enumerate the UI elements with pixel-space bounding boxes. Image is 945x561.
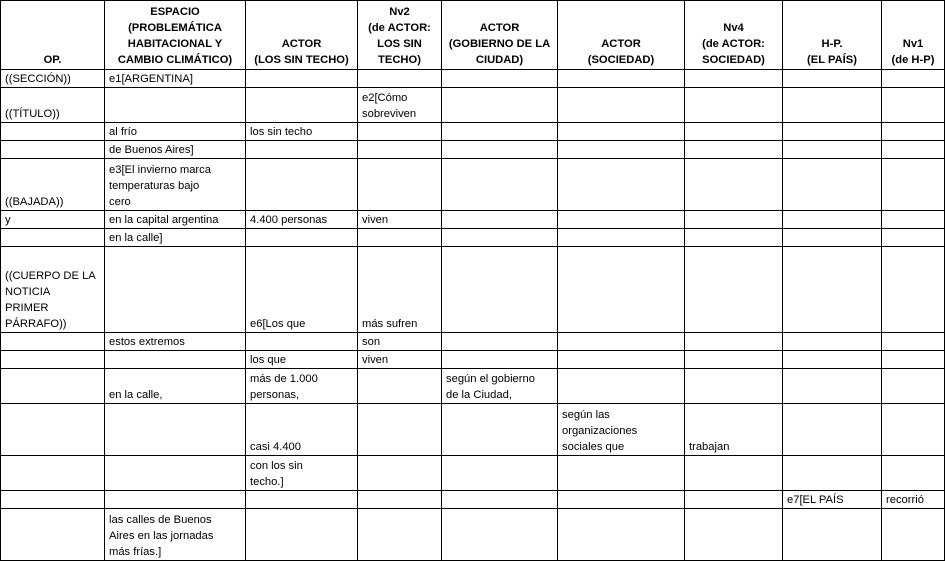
table-cell xyxy=(558,141,685,159)
table-cell xyxy=(442,491,558,509)
table-cell xyxy=(358,404,442,456)
table-row xyxy=(1,211,945,229)
table-cell xyxy=(783,351,882,369)
table-cell xyxy=(783,88,882,123)
table-cell: según el gobierno de la Ciudad, xyxy=(442,369,558,404)
table-cell xyxy=(442,88,558,123)
table-cell xyxy=(783,141,882,159)
table-cell: son xyxy=(358,333,442,351)
table-cell xyxy=(442,333,558,351)
table-cell xyxy=(358,491,442,509)
table-cell xyxy=(1,509,105,561)
table-cell: ((CUERPO DE LA NOTICIA PRIMER PÁRRAFO)) xyxy=(1,247,105,333)
table-cell xyxy=(358,70,442,88)
table-cell xyxy=(882,247,945,333)
table-row xyxy=(1,351,945,369)
table-cell: e1[ARGENTINA] xyxy=(105,70,246,88)
table-cell xyxy=(246,70,358,88)
table-cell xyxy=(358,456,442,491)
table-cell: ((SECCIÓN)) xyxy=(1,70,105,88)
header-actor-sociedad: ACTOR (SOCIEDAD) xyxy=(558,1,685,70)
table-cell xyxy=(685,491,783,509)
table-cell xyxy=(882,509,945,561)
header-hp: H-P. (EL PAÍS) xyxy=(783,1,882,70)
table-cell: según las organizaciones sociales que xyxy=(558,404,685,456)
table-cell xyxy=(783,369,882,404)
table-cell xyxy=(246,159,358,211)
table-cell xyxy=(246,491,358,509)
table-cell xyxy=(685,247,783,333)
table-cell xyxy=(442,141,558,159)
table-cell: estos extremos xyxy=(105,333,246,351)
table-body xyxy=(1,70,945,561)
table-cell xyxy=(246,509,358,561)
table-cell: de Buenos Aires] xyxy=(105,141,246,159)
table-cell xyxy=(442,159,558,211)
table-cell xyxy=(558,211,685,229)
table-cell: con los sin techo.] xyxy=(246,456,358,491)
table-cell: 4.400 personas xyxy=(246,211,358,229)
table-cell xyxy=(1,491,105,509)
header-op: OP. xyxy=(1,1,105,70)
table-cell xyxy=(105,491,246,509)
table-cell xyxy=(246,88,358,123)
table-cell xyxy=(882,159,945,211)
table-cell xyxy=(558,88,685,123)
table-cell: recorrió xyxy=(882,491,945,509)
table-cell: trabajan xyxy=(685,404,783,456)
table-cell xyxy=(358,123,442,141)
table-cell: e2[Cómo sobreviven xyxy=(358,88,442,123)
table-cell xyxy=(105,88,246,123)
table-cell: casi 4.400 xyxy=(246,404,358,456)
table-cell xyxy=(1,123,105,141)
table-cell xyxy=(358,369,442,404)
table-cell xyxy=(882,229,945,247)
table-cell xyxy=(783,159,882,211)
table-row xyxy=(1,88,945,123)
table-cell xyxy=(783,229,882,247)
table-cell xyxy=(783,247,882,333)
table-cell xyxy=(882,369,945,404)
table-row xyxy=(1,404,945,456)
table-row xyxy=(1,247,945,333)
table-cell xyxy=(558,351,685,369)
table-cell xyxy=(783,456,882,491)
table-cell xyxy=(442,509,558,561)
table-cell xyxy=(1,456,105,491)
table-cell xyxy=(442,404,558,456)
table-cell: en la calle] xyxy=(105,229,246,247)
table-cell xyxy=(685,351,783,369)
table-cell xyxy=(1,404,105,456)
table-cell xyxy=(1,141,105,159)
table-cell xyxy=(882,351,945,369)
table-row xyxy=(1,229,945,247)
table-row xyxy=(1,491,945,509)
table-cell xyxy=(882,333,945,351)
table-cell xyxy=(442,456,558,491)
table-cell xyxy=(685,456,783,491)
table-cell xyxy=(105,404,246,456)
table-cell: más de 1.000 personas, xyxy=(246,369,358,404)
table-cell xyxy=(558,123,685,141)
table-row xyxy=(1,333,945,351)
table-cell xyxy=(882,456,945,491)
table-cell: ((BAJADA)) xyxy=(1,159,105,211)
table-cell xyxy=(558,70,685,88)
table-cell xyxy=(558,229,685,247)
table-cell: más sufren xyxy=(358,247,442,333)
table-cell xyxy=(882,404,945,456)
table-cell xyxy=(442,70,558,88)
table-cell: en la capital argentina xyxy=(105,211,246,229)
table-cell xyxy=(358,159,442,211)
table-cell xyxy=(783,333,882,351)
table-cell: e6[Los que xyxy=(246,247,358,333)
table-row xyxy=(1,456,945,491)
table-row xyxy=(1,369,945,404)
table-cell xyxy=(783,70,882,88)
table-cell xyxy=(882,141,945,159)
table-cell xyxy=(685,229,783,247)
table-row xyxy=(1,123,945,141)
table-cell xyxy=(442,123,558,141)
table-cell xyxy=(442,247,558,333)
table-cell: los sin techo xyxy=(246,123,358,141)
table-cell: las calles de Buenos Aires en las jornadas más frías.] xyxy=(105,509,246,561)
table-cell xyxy=(685,369,783,404)
table-cell: e7[EL PAÍS xyxy=(783,491,882,509)
header-nv1: Nv1 (de H-P) xyxy=(882,1,945,70)
table-cell xyxy=(105,351,246,369)
table-cell xyxy=(558,247,685,333)
table-row xyxy=(1,159,945,211)
table-cell xyxy=(246,141,358,159)
header-espacio: ESPACIO (PROBLEMÁTICA HABITACIONAL Y CAMBIO CLIMÁTICO) xyxy=(105,1,246,70)
table-cell xyxy=(685,88,783,123)
table-cell xyxy=(558,369,685,404)
table-cell xyxy=(882,70,945,88)
table-cell xyxy=(685,333,783,351)
table-cell xyxy=(882,123,945,141)
table-cell xyxy=(1,369,105,404)
table-cell xyxy=(558,491,685,509)
table-cell xyxy=(685,211,783,229)
table-cell xyxy=(246,333,358,351)
table-cell xyxy=(558,509,685,561)
table-cell xyxy=(1,333,105,351)
table-cell xyxy=(685,509,783,561)
header-actor-sin-techo: ACTOR (LOS SIN TECHO) xyxy=(246,1,358,70)
table-cell xyxy=(783,123,882,141)
header-actor-gobierno: ACTOR (GOBIERNO DE LA CIUDAD) xyxy=(442,1,558,70)
table-cell xyxy=(558,333,685,351)
table-cell: y xyxy=(1,211,105,229)
table-cell xyxy=(1,229,105,247)
table-cell xyxy=(685,141,783,159)
table-cell xyxy=(105,456,246,491)
table-cell xyxy=(685,70,783,88)
table-cell: ((TÍTULO)) xyxy=(1,88,105,123)
table-cell: viven xyxy=(358,351,442,369)
table-cell xyxy=(783,404,882,456)
table-cell xyxy=(358,509,442,561)
table-cell xyxy=(105,247,246,333)
table-row xyxy=(1,70,945,88)
header-nv4: Nv4 (de ACTOR: SOCIEDAD) xyxy=(685,1,783,70)
table-cell: los que xyxy=(246,351,358,369)
table-cell xyxy=(442,351,558,369)
table-cell xyxy=(685,123,783,141)
table-cell xyxy=(558,456,685,491)
table-cell: viven xyxy=(358,211,442,229)
table-row xyxy=(1,141,945,159)
table-cell: e3[El invierno marca temperaturas bajo cero xyxy=(105,159,246,211)
table-cell xyxy=(783,509,882,561)
table-cell xyxy=(442,229,558,247)
header-row xyxy=(1,1,945,70)
table-cell xyxy=(358,229,442,247)
table-cell xyxy=(246,229,358,247)
table-cell xyxy=(442,211,558,229)
table-row xyxy=(1,509,945,561)
table-cell: en la calle, xyxy=(105,369,246,404)
table-cell xyxy=(358,141,442,159)
table-cell xyxy=(558,159,685,211)
table-cell xyxy=(783,211,882,229)
table-cell xyxy=(882,88,945,123)
table-cell xyxy=(1,351,105,369)
header-nv2: Nv2 (de ACTOR: LOS SIN TECHO) xyxy=(358,1,442,70)
table-cell xyxy=(882,211,945,229)
table-cell xyxy=(685,159,783,211)
table-cell: al frío xyxy=(105,123,246,141)
